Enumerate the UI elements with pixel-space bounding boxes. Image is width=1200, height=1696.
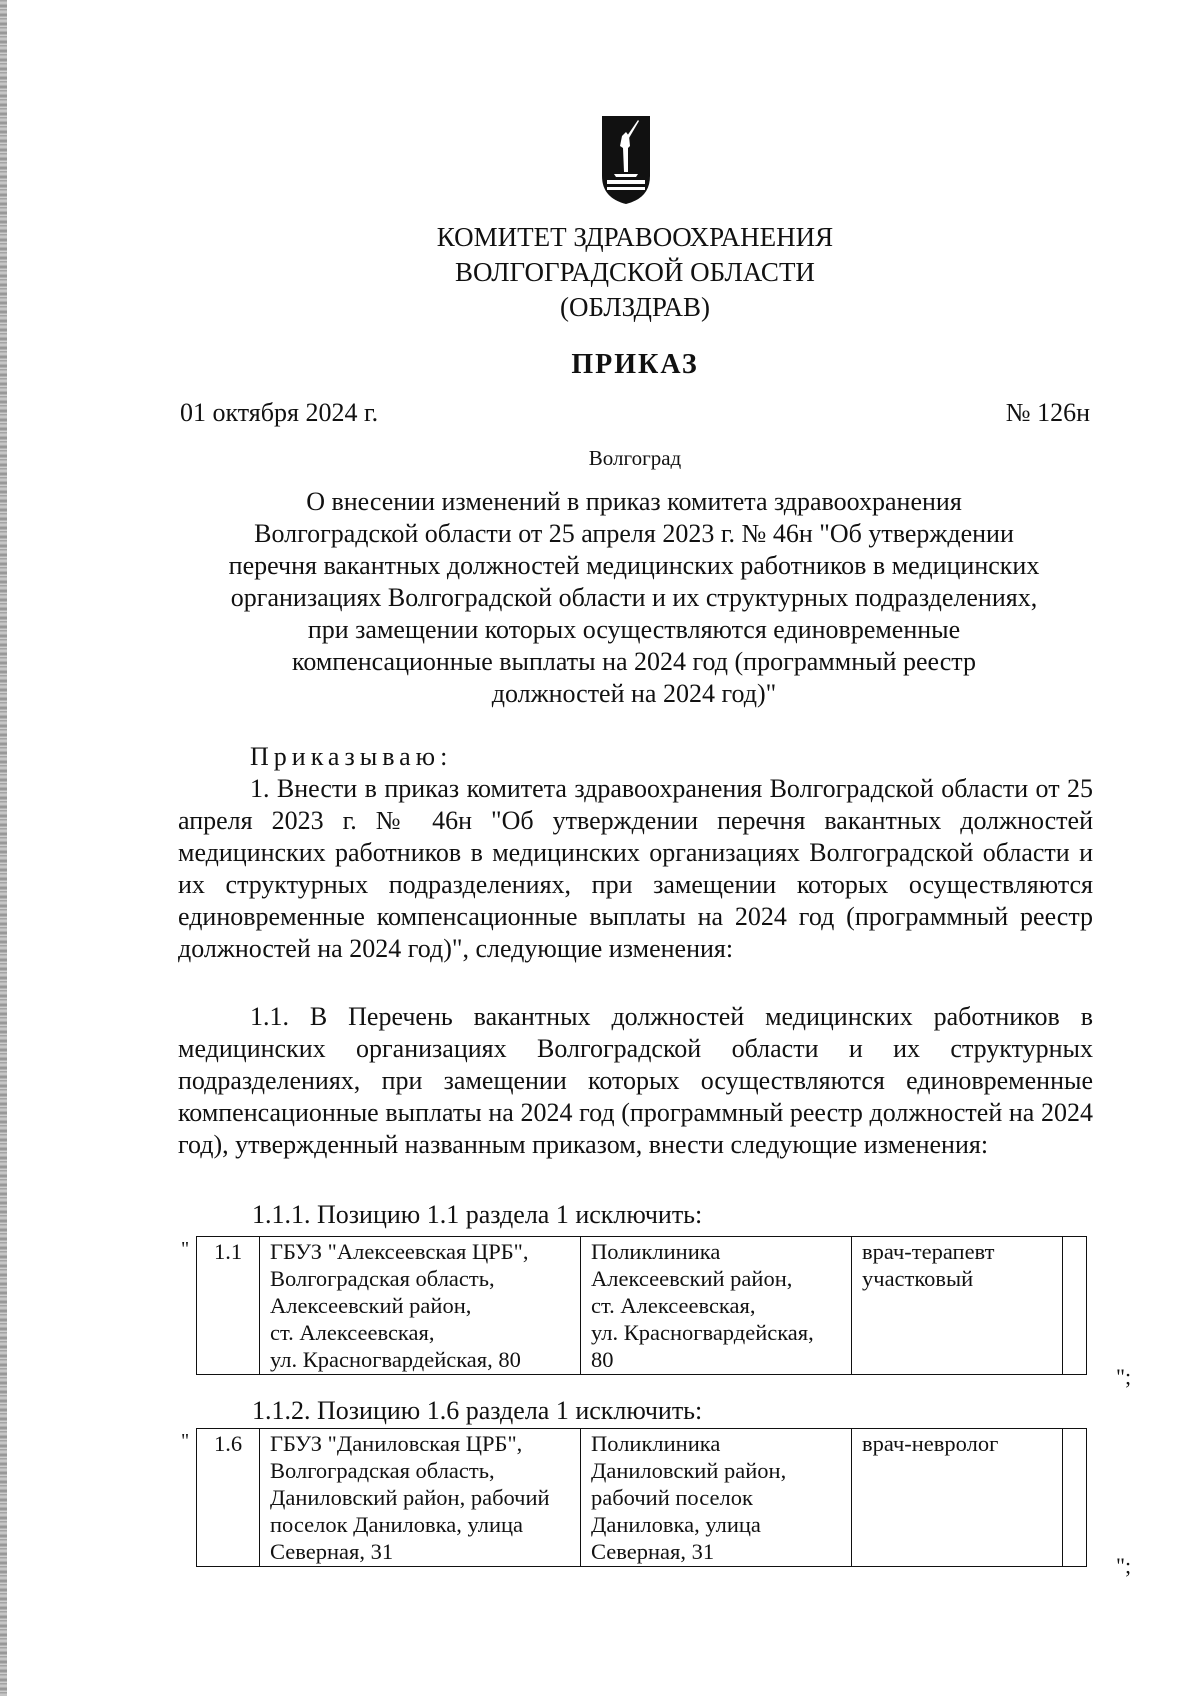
scan-edge: [0, 0, 7, 1696]
empty-cell: [1063, 1429, 1087, 1567]
excluded-position-table: [196, 1236, 1087, 1375]
position-number: 1.6: [197, 1429, 260, 1567]
document-date: 01 октября 2024 г.: [180, 398, 379, 427]
subject-line: должностей на 2024 год)": [491, 679, 777, 708]
subparagraph-1-1-1: 1.1.1. Позицию 1.1 раздела 1 исключить:: [252, 1200, 703, 1229]
empty-cell: [1063, 1237, 1087, 1375]
cell-line: Даниловский район, рабочий: [270, 1485, 550, 1510]
excluded-position-table: [196, 1428, 1087, 1567]
document-city: Волгоград: [588, 446, 682, 470]
cell-line: ГБУЗ "Даниловская ЦРБ",: [270, 1431, 523, 1456]
organization-cell: [260, 1237, 581, 1375]
org-line-2: ВОЛГОГРАДСКОЙ ОБЛАСТИ: [455, 257, 815, 287]
org-line-1: КОМИТЕТ ЗДРАВООХРАНЕНИЯ: [436, 222, 834, 252]
quote-open: ": [181, 1238, 190, 1260]
document-subject: [178, 486, 1090, 710]
cell-line: поселок Даниловка, улица: [270, 1512, 524, 1537]
subject-line: О внесении изменений в приказ комитета здравоохранения: [306, 487, 962, 516]
paragraph-1: 1. Внести в приказ комитета здравоохранения Волгоградской области от 25 апреля 2023 г. № 46н "Об утверждении перечня вакантных должностей медицинских работников в медицинских организациях Волгоградской области и их структурных подразделениях, при замещении которых осуществляются единовременные компенсационные выплаты на 2024 год (программный реестр должностей на 2024 год)", следующие изменения:: [178, 774, 1093, 963]
document-number: № 126н: [1005, 398, 1090, 427]
org-line-3: (ОБЛЗДРАВ): [560, 292, 710, 322]
subject-line: Волгоградской области от 25 апреля 2023 г. № 46н "Об утверждении: [254, 519, 1014, 548]
subparagraph-1-1-2: 1.1.2. Позицию 1.6 раздела 1 исключить:: [252, 1396, 703, 1425]
position-cell: [852, 1237, 1063, 1375]
table-row: [197, 1237, 1087, 1375]
position-number: 1.1: [197, 1237, 260, 1375]
quote-open: ": [181, 1430, 190, 1452]
subject-line: компенсационные выплаты на 2024 год (программный реестр: [292, 647, 976, 676]
cell-line: Даниловский район,: [591, 1458, 787, 1483]
cell-line: врач-терапевт: [862, 1239, 995, 1264]
cell-line: Алексеевский район,: [591, 1266, 793, 1291]
subject-line: при замещении которых осуществляются единовременные: [307, 615, 961, 644]
unit-cell: [581, 1237, 852, 1375]
cell-line: ул. Красногвардейская, 80: [270, 1347, 521, 1372]
document-type: ПРИКАЗ: [571, 349, 699, 380]
subject-line: организациях Волгоградской области и их структурных подразделениях,: [230, 583, 1038, 612]
cell-line: Поликлиника: [591, 1431, 721, 1456]
organization-cell: [260, 1429, 581, 1567]
cell-line: ст. Алексеевская,: [591, 1293, 756, 1318]
cell-line: 80: [591, 1347, 614, 1372]
unit-cell: [581, 1429, 852, 1567]
cell-line: Даниловка, улица: [591, 1512, 761, 1537]
position-cell: [852, 1429, 1063, 1567]
subject-line: перечня вакантных должностей медицинских работников в медицинских: [228, 551, 1040, 580]
cell-line: Алексеевский район,: [270, 1293, 472, 1318]
organization-name: [300, 220, 970, 325]
quote-close: ";: [1116, 1364, 1132, 1389]
cell-line: ГБУЗ "Алексеевская ЦРБ",: [270, 1239, 529, 1264]
cell-line: врач-невролог: [862, 1431, 999, 1456]
volgograd-coat-of-arms-icon: [600, 114, 652, 206]
paragraph-1-1: 1.1. В Перечень вакантных должностей медицинских работников в медицинских организациях Волгоградской области и их структурных подразделениях, при замещении которых осуществляются единовременные компенсационные выплаты на 2024 год (программный реестр должностей на 2024 год), утвержденный названным приказом, внести следующие изменения:: [178, 1002, 1093, 1159]
cell-line: ст. Алексеевская,: [270, 1320, 435, 1345]
cell-line: ул. Красногвардейская,: [591, 1320, 814, 1345]
cell-line: Северная, 31: [270, 1539, 394, 1564]
table-row: [197, 1429, 1087, 1567]
cell-line: Волгоградская область,: [270, 1458, 495, 1483]
cell-line: Поликлиника: [591, 1239, 721, 1264]
quote-close: ";: [1116, 1553, 1132, 1578]
order-lead: Приказываю:: [250, 742, 453, 771]
cell-line: Северная, 31: [591, 1539, 715, 1564]
cell-line: рабочий поселок: [591, 1485, 753, 1510]
cell-line: Волгоградская область,: [270, 1266, 495, 1291]
cell-line: участковый: [862, 1266, 974, 1291]
